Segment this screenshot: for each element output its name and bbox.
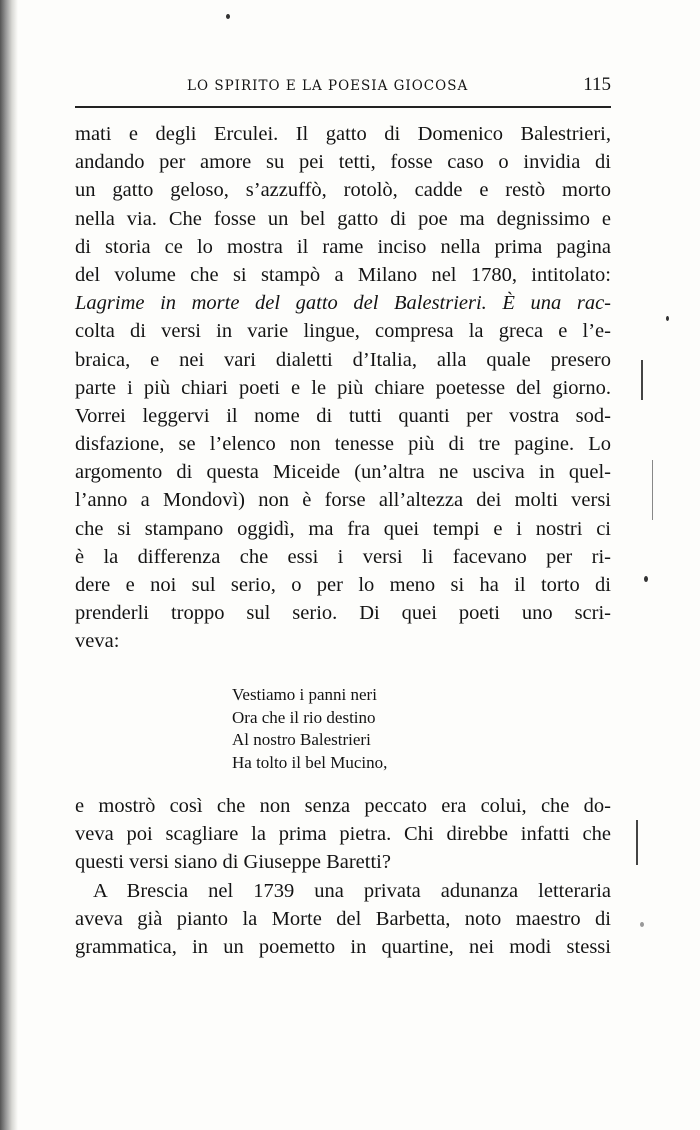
verse-quotation bbox=[232, 684, 387, 774]
text-line: Vorrei leggervi il nome di tutti quanti per vostra sod- bbox=[75, 404, 611, 427]
paragraph-2 bbox=[75, 792, 611, 961]
verse-line: Ora che il rio destino bbox=[232, 707, 376, 727]
text-line: prenderli troppo sul serio. Di quei poeti uno scri- bbox=[75, 602, 611, 625]
text-line: A Brescia nel 1739 una privata adunanza letteraria bbox=[93, 879, 611, 902]
text-line: veva: bbox=[75, 630, 120, 653]
text-line: parte i più chiari poeti e le più chiare poetesse del giorno. bbox=[75, 376, 611, 399]
running-title: LO SPIRITO E LA POESIA GIOCOSA bbox=[187, 78, 469, 94]
scan-speck bbox=[666, 316, 669, 321]
text-line: veva poi scagliare la prima pietra. Chi direbbe infatti che bbox=[75, 823, 611, 846]
page-spine-shadow bbox=[0, 0, 18, 1130]
scan-speck bbox=[644, 576, 648, 582]
text-line: colta di versi in varie lingue, compresa la greca e l’e- bbox=[75, 320, 611, 343]
text-line: che si stampano oggidì, ma fra quei tempi e i nostri ci bbox=[75, 517, 611, 540]
scan-artifact bbox=[636, 820, 638, 865]
text-line: argomento di questa Miceide (un’altra ne usciva in quel- bbox=[75, 461, 611, 484]
text-line: disfazione, se l’elenco non tenesse più di tre pagine. Lo bbox=[75, 433, 611, 456]
text-line: grammatica, in un poemetto in quartine, nei modi stessi bbox=[75, 935, 611, 958]
scan-speck bbox=[226, 14, 230, 19]
text-line: è la differenza che essi i versi li facevano per ri- bbox=[75, 545, 611, 568]
verse-line: Ha tolto il bel Mucino, bbox=[232, 752, 388, 772]
text-line: l’anno a Mondovì) non è forse all’altezza dei molti versi bbox=[75, 489, 611, 512]
text-line: nella via. Che fosse un bel gatto di poe ma degnissimo e bbox=[75, 207, 611, 230]
page-number: 115 bbox=[583, 74, 611, 95]
text-line-italic-title: Lagrime in morte del gatto del Balestrieri. È una rac- bbox=[75, 292, 611, 315]
text-line: mati e degli Erculei. Il gatto di Domenico Balestrieri, bbox=[75, 123, 611, 145]
text-line: questi versi siano di Giuseppe Baretti? bbox=[75, 851, 391, 874]
verse-line: Vestiamo i panni neri bbox=[232, 685, 377, 704]
text-line: aveva già pianto la Morte del Barbetta, noto maestro di bbox=[75, 907, 611, 930]
text-line: un gatto geloso, s’azzuffò, rotolò, cadde e restò morto bbox=[75, 179, 611, 202]
verse-line: Al nostro Balestrieri bbox=[232, 730, 371, 749]
text-line: del volume che si stampò a Milano nel 1780, intitolato: bbox=[75, 263, 611, 286]
scan-speck bbox=[640, 922, 644, 927]
text-line: braica, e nei vari dialetti d’Italia, alla quale presero bbox=[75, 348, 611, 371]
scan-artifact bbox=[641, 360, 643, 400]
paragraph-1 bbox=[75, 120, 611, 656]
running-header bbox=[75, 76, 613, 100]
text-line: dere e noi sul serio, o per lo meno si ha il torto di bbox=[75, 574, 611, 596]
header-rule bbox=[75, 106, 611, 108]
text-line: di storia ce lo mostra il rame inciso nella prima pagina bbox=[75, 235, 611, 258]
text-line: e mostrò così che non senza peccato era colui, che do- bbox=[75, 795, 611, 817]
text-line: andando per amore su pei tetti, fosse caso o invidia di bbox=[75, 151, 611, 174]
scan-artifact bbox=[652, 460, 653, 520]
